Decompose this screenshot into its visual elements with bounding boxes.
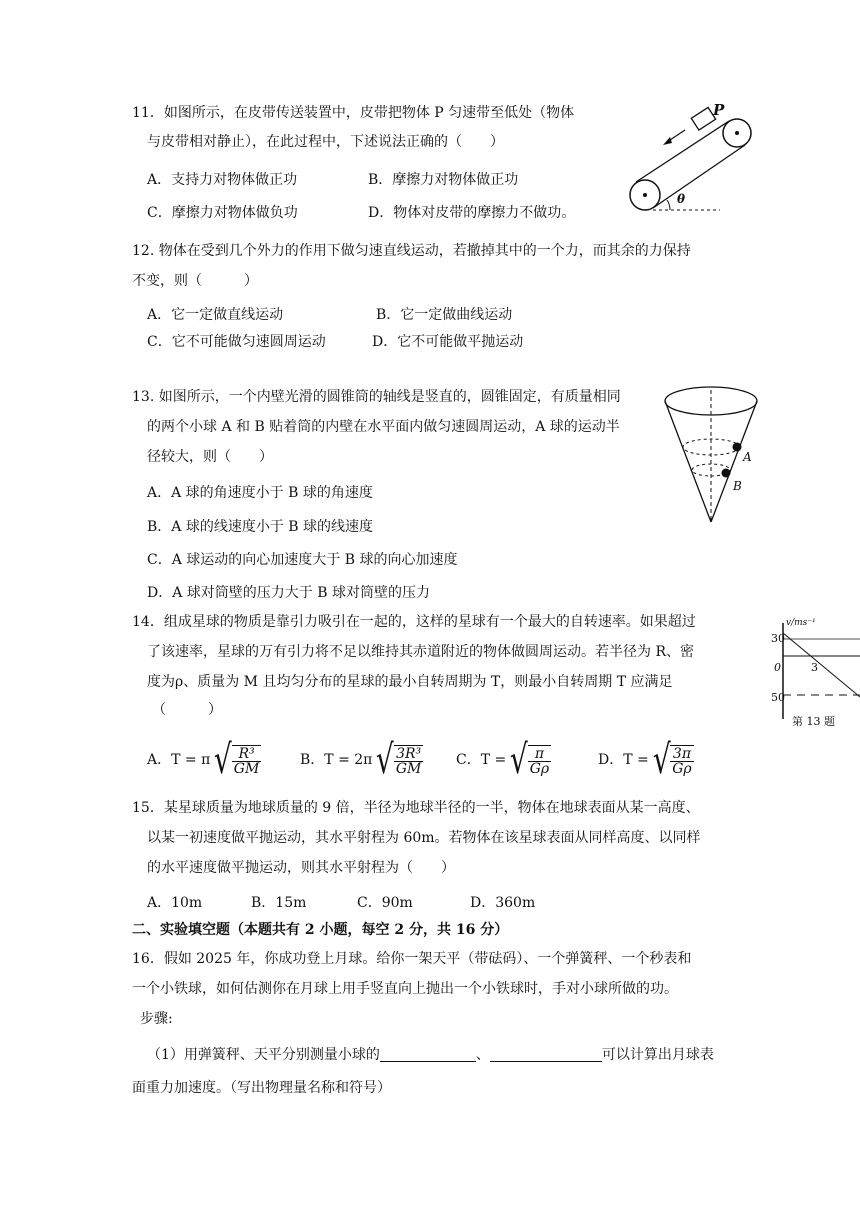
vt-graph-ylabel: v/ms⁻¹ xyxy=(786,618,816,628)
belt-label-p: P xyxy=(713,101,725,119)
q15-line1: 15．某星球质量为地球质量的 9 倍，半径为地球半径的一半，物体在地球表面从某一高度、 xyxy=(132,800,700,816)
q16-line5: 面重力加速度。（写出物理量名称和符号） xyxy=(132,1080,391,1096)
section-title: 二、实验填空题（本题共有 2 小题，每空 2 分，共 16 分） xyxy=(132,922,509,938)
q16-line4: （1）用弹簧秤、天平分别测量小球的 、 可以计算出月球表 xyxy=(147,1047,714,1063)
q15-line3: 的水平速度做平抛运动，则其水平射程为（ ） xyxy=(147,860,455,876)
vt-graph-caption: 第 13 题 xyxy=(792,715,835,728)
q14-option-a: A．T = π √ $\frac{\text{R³}}{GM}$ xyxy=(147,737,260,783)
q14-option-d: D．T = √ $\frac{3\pi}{G\rho}$ xyxy=(598,737,692,783)
vt-graph-tick-0: 0 xyxy=(774,661,781,674)
answer-blank-2[interactable] xyxy=(490,1048,602,1062)
q15-line2: 以某一初速度做平抛运动，其水平射程为 60m。若物体在该星球表面从同样高度、以同样 xyxy=(147,830,701,846)
q15-option-c: C．90m xyxy=(357,895,413,911)
q11-option-a: A．支持力对物体做正功 xyxy=(147,172,298,188)
q12-option-a: A．它一定做直线运动 xyxy=(147,307,284,323)
vt-graph-tick-3: 3 xyxy=(811,661,818,674)
q11-line1: 11．如图所示，在皮带传送装置中，皮带把物体 P 匀速带至低处（物体 xyxy=(132,105,575,121)
q15-option-b: B．15m xyxy=(251,895,307,911)
q13-option-c: C．A 球运动的向心加速度大于 B 球的向心加速度 xyxy=(147,552,458,568)
q13-option-d: D．A 球对筒壁的压力大于 B 球对筒壁的压力 xyxy=(147,585,430,601)
q11-line2: 与皮带相对静止），在此过程中，下述说法正确的（ ） xyxy=(147,134,504,150)
vt-graph-tick-50: 50 xyxy=(771,691,785,704)
q14-option-b: B．T = 2π √ $\frac{\text{3R³}}{GM}$ xyxy=(300,737,422,783)
q12-line1: 12. 物体在受到几个外力的作用下做匀速直线运动，若撤掉其中的一个力，而其余的力保持 xyxy=(132,243,691,259)
q11-option-c: C．摩擦力对物体做负功 xyxy=(147,205,298,221)
belt-label-theta: θ xyxy=(677,192,686,206)
q16-line2: 一个小铁球，如何估测你在月球上用手竖直向上抛出一个小铁球时，手对小球所做的功。 xyxy=(132,981,678,997)
q11-option-d: D．物体对皮带的摩擦力不做功。 xyxy=(368,205,576,221)
q13-line2: 的两个小球 A 和 B 贴着筒的内壁在水平面内做匀速圆周运动，A 球的运动半 xyxy=(147,419,620,435)
cone-label-a: A xyxy=(743,450,752,464)
q13-line1: 13. 如图所示，一个内壁光滑的圆锥筒的轴线是竖直的，圆锥固定，有质量相同 xyxy=(132,389,621,405)
q11-option-b: B．摩擦力对物体做正功 xyxy=(368,172,519,188)
answer-blank-1[interactable] xyxy=(380,1048,476,1062)
q13-line3: 径较大，则（ ） xyxy=(147,449,273,465)
q14-line1: 14．组成星球的物质是靠引力吸引在一起的，这样的星球有一个最大的自转速率。如果超过 xyxy=(132,614,696,630)
q12-option-c: C．它不可能做匀速圆周运动 xyxy=(147,334,326,350)
q15-option-a: A．10m xyxy=(147,895,203,911)
q12-option-b: B．它一定做曲线运动 xyxy=(376,307,513,323)
q14-line2: 了该速率，星球的万有引力将不足以维持其赤道附近的物体做圆周运动。若半径为 R、密 xyxy=(147,644,694,660)
q13-option-a: A．A 球的角速度小于 B 球的角速度 xyxy=(147,485,373,501)
q12-option-d: D．它不可能做平抛运动 xyxy=(372,334,524,350)
q16-line1: 16．假如 2025 年，你成功登上月球。给你一架天平（带砝码）、一个弹簧秤、一个秒表和 xyxy=(132,951,692,967)
belt-conveyor-figure xyxy=(625,100,760,220)
q14-line3: 度为ρ、质量为 M 且均匀分布的星球的最小自转周期为 T，则最小自转周期 T 应满足 xyxy=(147,674,673,690)
q14-option-c: C．T = √ $\frac{\pi}{G\rho}$ xyxy=(456,737,550,783)
q16-line3: 步骤: xyxy=(140,1011,173,1027)
q13-option-b: B．A 球的线速度小于 B 球的线速度 xyxy=(147,519,374,535)
vt-graph-tick-30: 30 xyxy=(771,632,785,645)
q12-line2: 不变，则（ ） xyxy=(132,273,258,289)
q15-option-d: D．360m xyxy=(470,895,536,911)
q14-line4: （ ） xyxy=(152,702,222,718)
cone-label-b: B xyxy=(733,479,742,493)
